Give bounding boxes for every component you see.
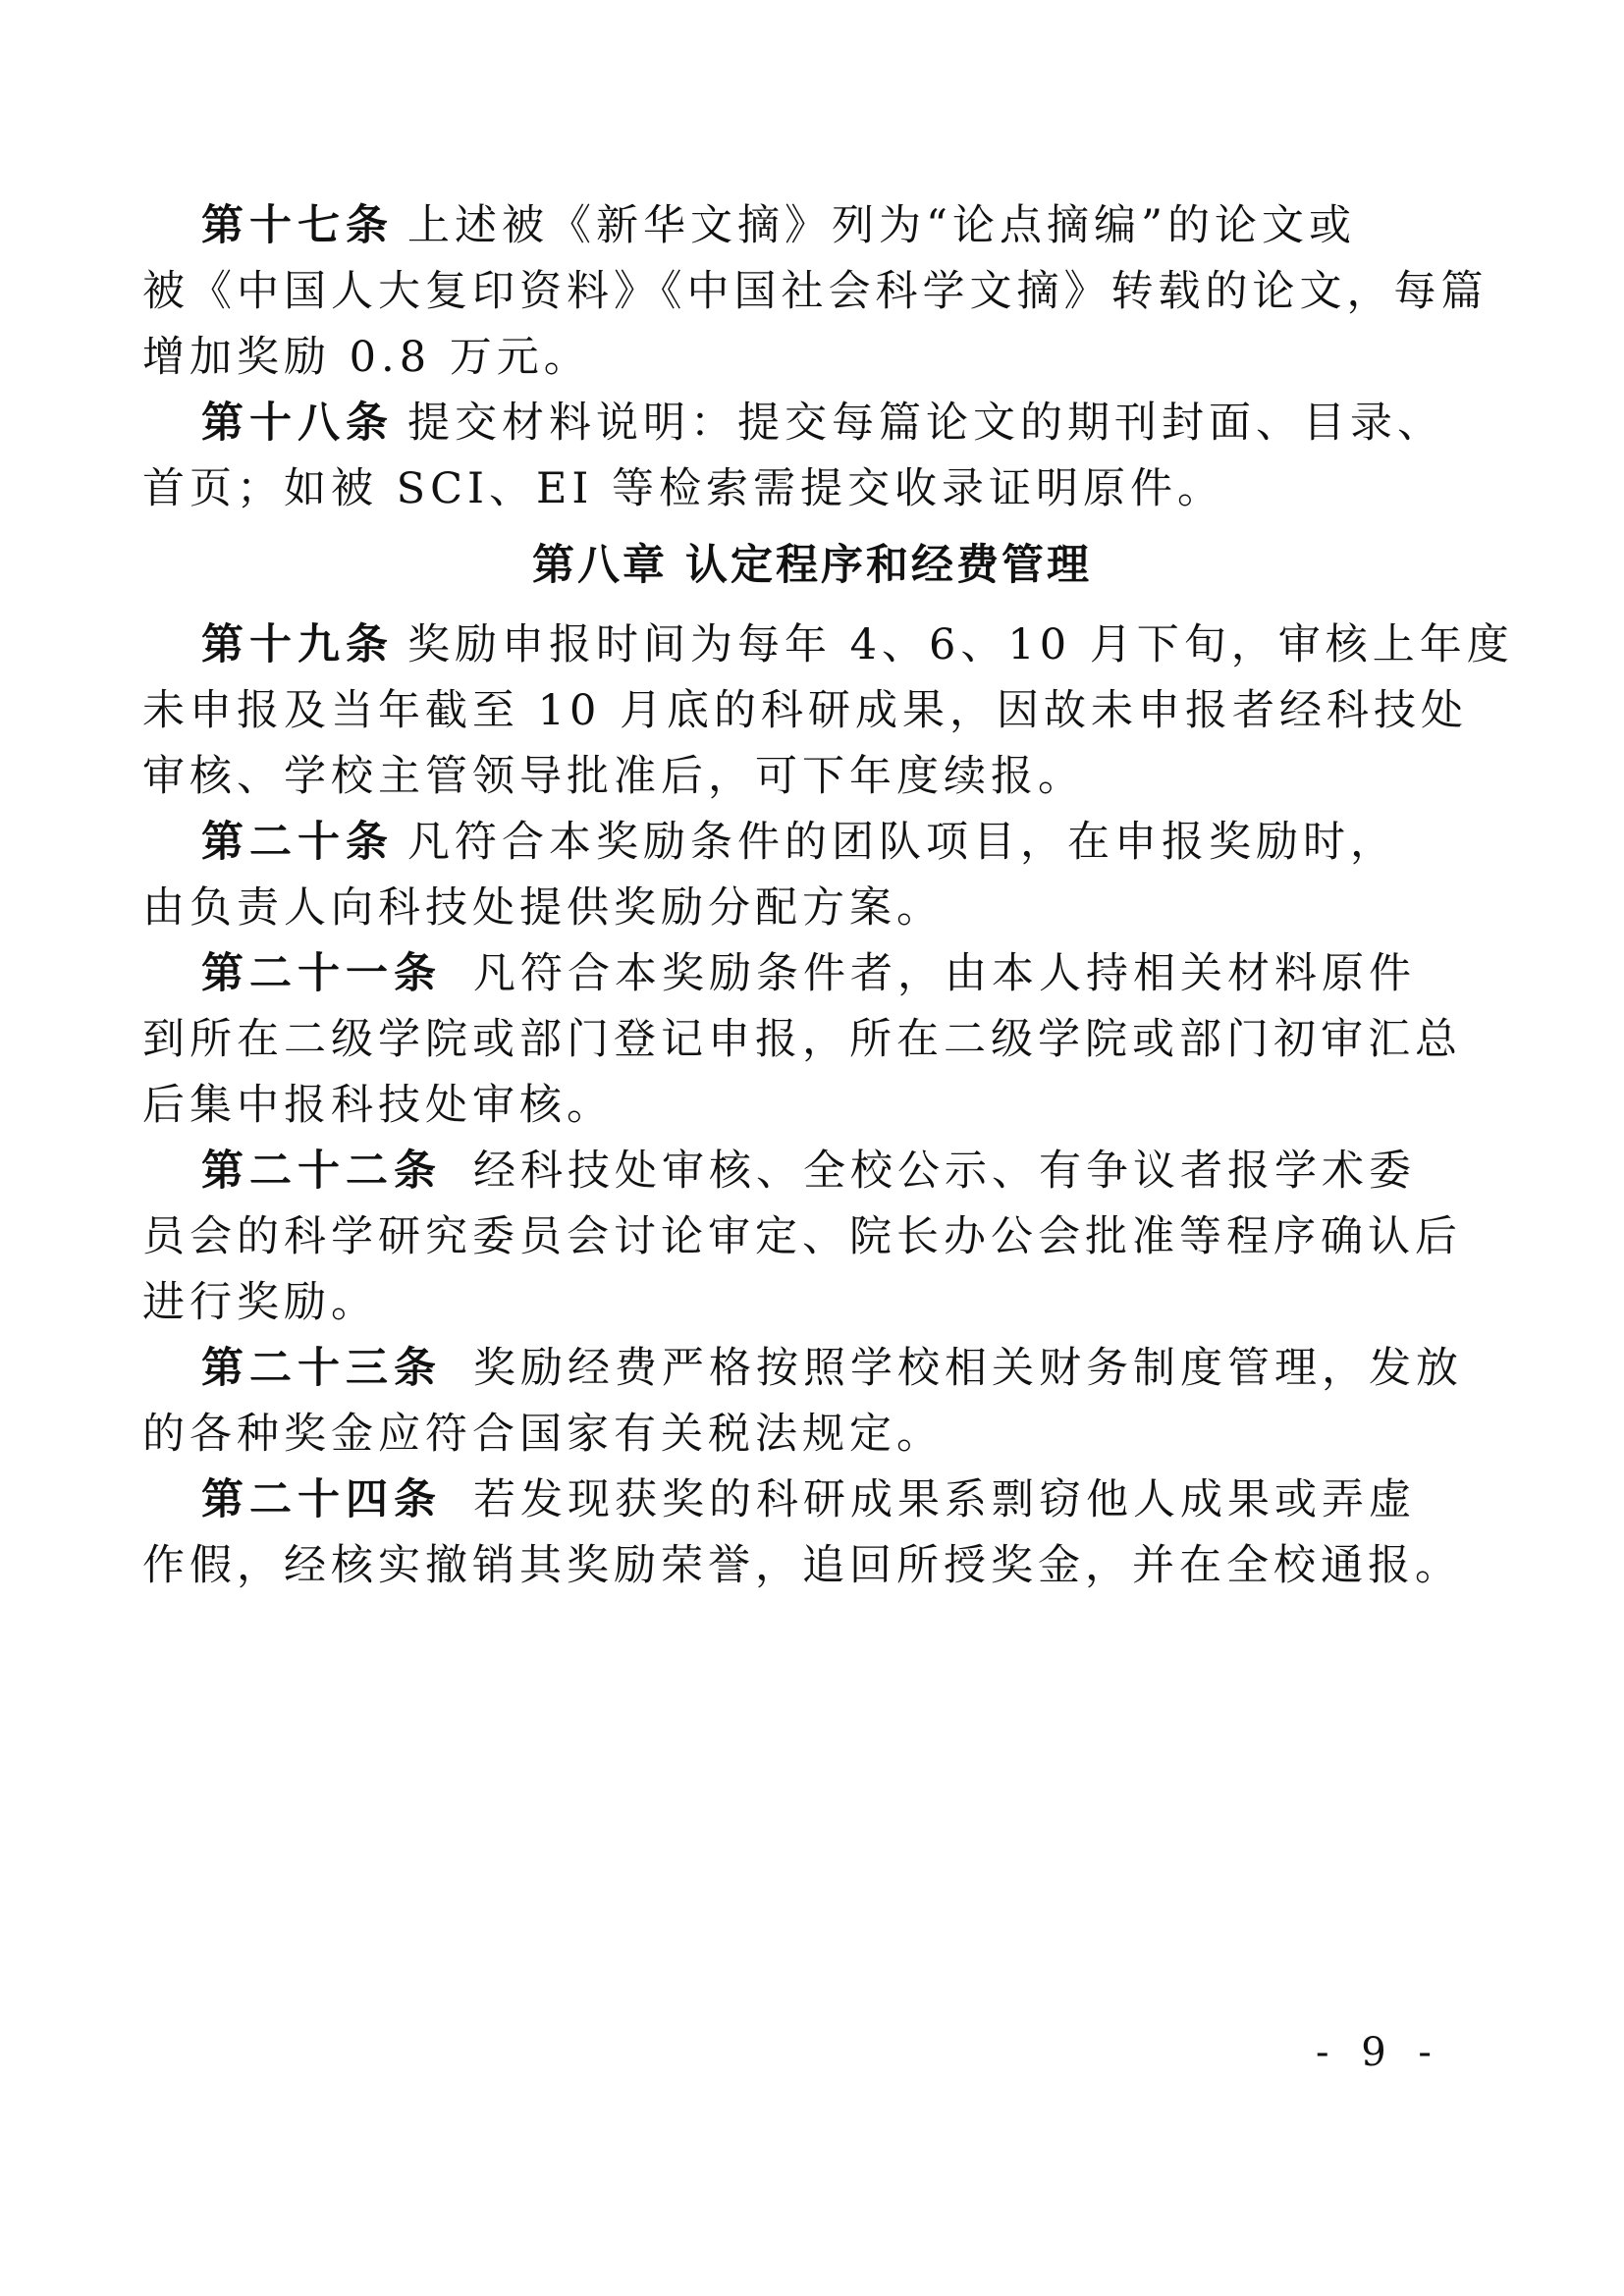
article-24-line-2	[0, 1531, 1624, 1600]
article-18-text: 首页；如被 SCI、EI 等检索需提交收录证明原件。	[142, 464, 1225, 513]
article-24-line-1	[0, 1466, 1624, 1534]
article-19-heading: 第十九条	[201, 620, 394, 669]
article-21-text: 到所在二级学院或部门登记申报，所在二级学院或部门初审汇总	[142, 1015, 1462, 1064]
article-21-line-3	[0, 1071, 1624, 1140]
article-22-heading: 第二十二条	[201, 1147, 442, 1196]
article-20-text: 凡符合本奖励条件的团队项目，在申报奖励时，	[407, 818, 1397, 867]
article-17-text: 被《中国人大复印资料》《中国社会科学文摘》转载的论文，每篇	[142, 267, 1489, 316]
article-17-text: 上述被《新华文摘》列为“论点摘编”的论文或	[407, 201, 1356, 250]
page-number: - 9 -	[1316, 2030, 1441, 2075]
article-22-line-1	[0, 1137, 1624, 1205]
article-20-line-1	[0, 808, 1624, 877]
article-18-text: 提交材料说明：提交每篇论文的期刊封面、目录、	[407, 399, 1444, 448]
chapter-title: 第八章 认定程序和经费管理	[532, 541, 1092, 590]
article-18-line-2	[0, 454, 1624, 523]
article-19-line-2	[0, 676, 1624, 745]
article-22-text: 员会的科学研究委员会讨论审定、院长办公会批准等程序确认后	[142, 1212, 1462, 1261]
article-19-line-3	[0, 742, 1624, 811]
article-19-text: 奖励申报时间为每年 4、6、10 月下旬，审核上年度	[407, 620, 1514, 669]
article-21-text: 后集中报科技处审核。	[142, 1081, 614, 1130]
article-21-line-1	[0, 939, 1624, 1008]
article-21-line-2	[0, 1005, 1624, 1074]
article-19-line-1	[0, 611, 1624, 679]
article-17-line-2	[0, 257, 1624, 326]
article-20-heading: 第二十条	[201, 818, 394, 867]
article-21-heading: 第二十一条	[201, 949, 442, 998]
article-22-text: 经科技处审核、全校公示、有争议者报学术委	[473, 1147, 1416, 1196]
article-18-line-1	[0, 389, 1624, 457]
article-23-text: 的各种奖金应符合国家有关税法规定。	[142, 1410, 944, 1459]
article-17-line-1	[0, 191, 1624, 260]
article-20-text: 由负责人向科技处提供奖励分配方案。	[142, 883, 944, 933]
article-18-heading: 第十八条	[201, 399, 394, 448]
article-23-heading: 第二十三条	[201, 1344, 442, 1393]
article-22-line-3	[0, 1268, 1624, 1337]
article-20-line-2	[0, 874, 1624, 942]
article-24-heading: 第二十四条	[201, 1475, 442, 1524]
article-19-text: 审核、学校主管领导批准后，可下年度续报。	[142, 752, 1085, 801]
article-17-line-3	[0, 323, 1624, 392]
article-23-line-2	[0, 1400, 1624, 1468]
article-21-text: 凡符合本奖励条件者，由本人持相关材料原件	[473, 949, 1416, 998]
article-24-text: 若发现获奖的科研成果系剽窃他人成果或弄虚	[473, 1475, 1416, 1524]
article-24-text: 作假，经核实撤销其奖励荣誉，追回所授奖金，并在全校通报。	[142, 1541, 1462, 1590]
article-23-text: 奖励经费严格按照学校相关财务制度管理，发放	[473, 1344, 1463, 1393]
article-17-text: 增加奖励 0.8 万元。	[142, 333, 591, 382]
article-19-text: 未申报及当年截至 10 月底的科研成果，因故未申报者经科技处	[142, 686, 1469, 735]
article-22-text: 进行奖励。	[142, 1278, 378, 1327]
article-17-heading: 第十七条	[201, 201, 394, 250]
article-23-line-1	[0, 1334, 1624, 1403]
article-22-line-2	[0, 1202, 1624, 1271]
